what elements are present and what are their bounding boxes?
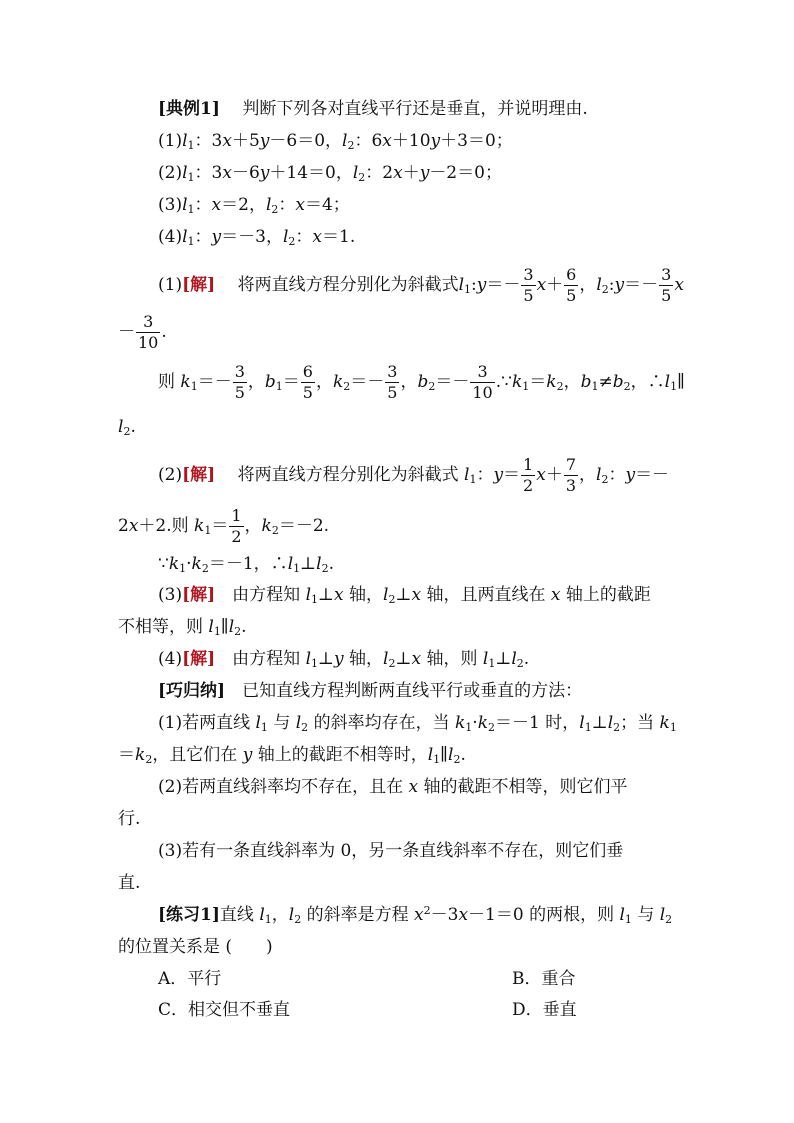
fraction-3-5: $\frac{3}{5}$: [523, 265, 534, 305]
solution-1-text: 将两直线方程分别化为斜截式: [237, 275, 459, 295]
solution-3-line-2: 不相等，则 $l_1\parallel l_2$.: [118, 617, 247, 638]
example-item-1: $(1)l_1$：3x＋5y－6＝0，$l_2$：6x＋10y＋3＝0；: [158, 131, 513, 152]
summary-tag: [巧归纳]: [158, 681, 226, 701]
fraction-3-5: $\frac{3}{5}$: [234, 362, 245, 402]
option-d[interactable]: D．垂直: [512, 1000, 577, 1020]
exercise-line-2: 的位置关系是 ( ): [118, 937, 273, 957]
solution-1-line-2: － $\frac{3}{10}$ .: [118, 312, 167, 352]
solution-3-line-1: (3)[解] 由方程知 $l_1\perp x$ 轴，$l_2\perp x$ 轴，且两直线在 x 轴上的截距: [158, 585, 651, 606]
solution-1-number: (1): [158, 275, 183, 295]
solution-2-conclusion: $\because k_1\cdot k_2=-1$，$\therefore l_1\perp l_2$.: [158, 554, 334, 575]
fraction-3-10: $\frac{3}{10}$: [472, 362, 493, 402]
solution-1-line-3: 则 $k_1=-$ $\frac{3}{5}$ ，$b_1=$ $\frac{6}{5}$ ，$k_2=-$ $\frac{3}{5}$ ，$b_2=-$ $\frac{3}{10}$ $.\because k_1=k_2$，$b_1\ne b_2$，$\therefore l_1\parallel$: [158, 362, 685, 402]
fraction-6-5: $\frac{6}{5}$: [302, 362, 313, 402]
summary-heading: [158, 680, 582, 702]
example-item-4: $(4)l_1$：y＝－3，$l_2$：x＝1.: [158, 227, 356, 248]
fraction-6-5: $\frac{6}{5}$: [566, 265, 577, 305]
solution-2-number: (2): [158, 465, 183, 485]
summary-point-1-line-1: (1)若两直线 $l_1$ 与 $l_2$ 的斜率均存在，当 $k_1\cdot k_2=-1$ 时，$l_1\perp l_2$；当 $k_1$: [158, 713, 677, 734]
fraction-1-2: $\frac{1}{2}$: [523, 455, 534, 495]
option-a[interactable]: A．平行: [158, 969, 222, 989]
solution-3-marker: [解]: [182, 585, 216, 605]
exercise-tag: [练习1]: [158, 905, 220, 925]
example-tag: [典例1]: [158, 99, 220, 119]
example-prompt: 判断下列各对直线平行还是垂直，并说明理由.: [242, 99, 588, 119]
example-heading: [158, 98, 588, 120]
example-item-3: $(3)l_1$：x＝2，$l_2$：x＝4；: [158, 195, 350, 216]
exercise-line-1: [练习1]直线 $l_1$，$l_2$ 的斜率是方程 $x^2-3x-1=0$ 的两根，则 $l_1$ 与 $l_2$: [158, 904, 673, 926]
summary-intro: 已知直线方程判断两直线平行或垂直的方法：: [242, 681, 583, 701]
solution-1-marker: [解]: [182, 275, 216, 295]
solution-4-line: (4)[解] 由方程知 $l_1\perp y$ 轴，$l_2\perp x$ 轴，则 $l_1\perp l_2$.: [158, 649, 530, 670]
summary-point-3-line-1: (3)若有一条直线斜率为 0，另一条直线斜率不存在，则它们垂: [158, 841, 624, 861]
solution-2-text: 将两直线方程分别化为斜截式: [237, 465, 459, 485]
solution-3-number: (3): [158, 585, 183, 605]
fraction-3-5: $\frac{3}{5}$: [387, 362, 398, 402]
solution-2-marker: [解]: [182, 465, 216, 485]
solution-1-line-1: (1)[解] 将两直线方程分别化为斜截式$l_1:y=-$ $\frac{3}{5}$ x＋ $\frac{6}{5}$ ，$l_2:y=-$ $\frac{3}{5}$ x: [158, 265, 684, 305]
option-c[interactable]: C．相交但不垂直: [158, 1000, 291, 1020]
solution-1-line-4: $l_2$.: [118, 417, 136, 438]
fraction-3-10: $\frac{3}{10}$: [138, 312, 159, 352]
fraction-7-3: $\frac{7}{3}$: [565, 455, 577, 495]
solution-2-line-2: 2x＋2.则 $k_1=$ $\frac{1}{2}$ ，$k_2=-2$.: [118, 506, 330, 546]
option-b[interactable]: B．重合: [512, 969, 576, 989]
solution-2-line-1: (2)[解] 将两直线方程分别化为斜截式 $l_1$：y＝ $\frac{1}{2}$ x＋ $\frac{7}{3}$ ，$l_2$：y＝－: [158, 455, 670, 495]
summary-point-3-line-2: 直.: [118, 873, 141, 893]
summary-point-2-line-2: 行.: [118, 809, 141, 829]
summary-point-1-line-2: $=k_2$，且它们在 y 轴上的截距不相等时，$l_1\parallel l_2$.: [118, 745, 466, 766]
summary-point-2-line-1: (2)若两直线斜率均不存在，且在 x 轴的截距不相等，则它们平: [158, 777, 628, 797]
example-item-2: $(2)l_1$：3x－6y＋14＝0，$l_2$：2x＋y－2＝0；: [158, 163, 502, 184]
solution-4-number: (4): [158, 649, 183, 669]
fraction-3-5: $\frac{3}{5}$: [661, 265, 672, 305]
solution-4-marker: [解]: [182, 649, 216, 669]
fraction-1-2: $\frac{1}{2}$: [231, 506, 242, 546]
